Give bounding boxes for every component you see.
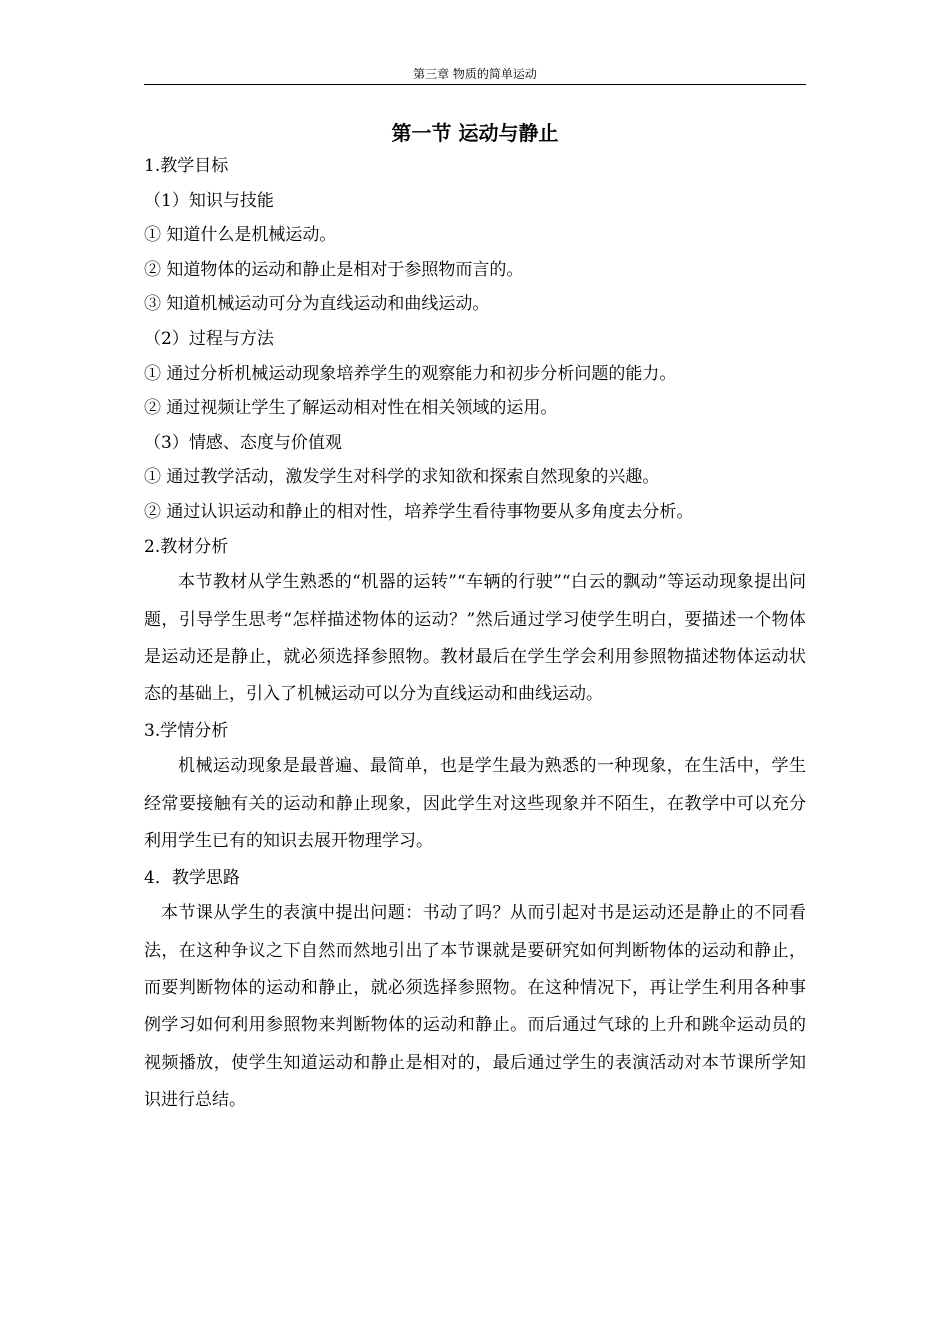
document-body xyxy=(144,118,806,1120)
list-item: ① 通过分析机械运动现象培养学生的观察能力和初步分析问题的能力。 xyxy=(144,363,677,384)
section-heading-textbook: 2.教材分析 xyxy=(144,536,229,557)
list-item: ② 知道物体的运动和静止是相对于参照物而言的。 xyxy=(144,259,524,280)
subsection-heading-attitude: （3）情感、态度与价值观 xyxy=(144,432,342,453)
list-item: ③ 知道机械运动可分为直线运动和曲线运动。 xyxy=(144,294,490,315)
paragraph-student-analysis: 机械运动现象是最普遍、最简单，也是学生最为熟悉的一种现象，在生活中，学生经常要接触有关的运动和静止现象，因此学生对这些现象并不陌生，在教学中可以充分利用学生已有的知识去展开物理学习。 xyxy=(144,756,806,852)
list-item: ① 通过教学活动，激发学生对科学的求知欲和探索自然现象的兴趣。 xyxy=(144,467,660,488)
header-rule xyxy=(144,84,806,85)
list-item: ② 通过认识运动和静止的相对性，培养学生看待事物要从多角度去分析。 xyxy=(144,501,694,522)
subsection-heading-knowledge: （1）知识与技能 xyxy=(144,190,274,211)
section-heading-approach: 4．教学思路 xyxy=(144,867,240,888)
paragraph-teaching-approach: 本节课从学生的表演中提出问题：书动了吗？从而引起对书是运动还是静止的不同看法，在这种争议之下自然而然地引出了本节课就是要研究如何判断物体的运动和静止，而要判断物体的运动和静止，就必须选择参照物。在这种情况下，再让学生利用各种事例学习如何利用参照物来判断物体的运动和静止。而后通过气球的上升和跳伞运动员的视频播放，使学生知道运动和静止是相对的，最后通过学生的表演活动对本节课所学知识进行总结。 xyxy=(144,903,806,1111)
paragraph-textbook-analysis: 本节教材从学生熟悉的“机器的运转”“车辆的行驶”“白云的飘动”等运动现象提出问题，引导学生思考“怎样描述物体的运动？”然后通过学习使学生明白，要描述一个物体是运动还是静止，就必须选择参照物。教材最后在学生学会利用参照物描述物体运动状态的基础上，引入了机械运动可以分为直线运动和曲线运动。 xyxy=(144,572,806,705)
subsection-heading-process: （2）过程与方法 xyxy=(144,328,274,349)
section-heading-objectives: 1.教学目标 xyxy=(144,156,229,176)
section-heading-students: 3.学情分析 xyxy=(144,720,229,741)
page-title: 第一节 运动与静止 xyxy=(391,121,559,145)
list-item: ② 通过视频让学生了解运动相对性在相关领域的运用。 xyxy=(144,398,558,419)
list-item: ① 知道什么是机械运动。 xyxy=(144,225,337,246)
running-header: 第三章 物质的简单运动 xyxy=(413,67,537,81)
